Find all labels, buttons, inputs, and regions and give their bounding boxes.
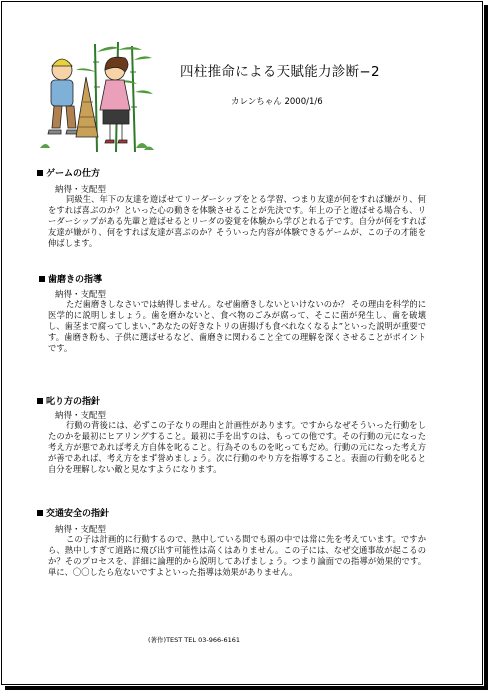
section-subheading: 納得・支配型	[55, 290, 107, 300]
page-shadow-bottom	[5, 686, 488, 690]
section-heading-scolding: 叱り方の指針	[37, 394, 100, 407]
section-heading-game: ゲームの仕方	[37, 166, 100, 179]
page-title: 四柱推命による天賦能力診断−2	[180, 64, 380, 80]
square-bullet-icon	[37, 170, 43, 176]
section-subheading: 納得・支配型	[55, 185, 107, 195]
copyright-footer: (著作)TEST TEL 03-966-6161	[148, 636, 240, 644]
section-heading-traffic-safety: 交通安全の指針	[37, 506, 109, 519]
section-heading-toothbrushing: 歯磨きの指導	[39, 272, 102, 285]
section-subheading: 納得・支配型	[55, 411, 107, 421]
section-body: 行動の背後には、必ずこの子なりの理由と計画性があります。ですからなぜそういった行動をしたのかを最初にヒアリングすること。最初に手を出すのは、もっての他です。その行動の元になった考え方が悪であれば考え方自体を叱ること。行為そのものを叱ってもだめ。行動の元になった考え方が善であれば、考え方をまず誉めましょう。次に行動のやり方を指導すること。表面の行動を叱ると自分を理解しない敵と見なすようになります。	[48, 420, 426, 474]
square-bullet-icon	[37, 398, 43, 404]
section-subheading: 納得・支配型	[55, 525, 107, 535]
author-date: カレンちゃん 2000/1/6	[231, 97, 323, 107]
section-body: ただ歯磨きしなさいでは納得しません。なぜ歯磨きしないといけないのか？ その理由を科学的に医学的に説明しましょう。歯を磨かないと、食べ物のごみが腐って、そこに菌が発生し、歯を破壊し、歯茎まで腐ってしまい、”あなたの好きなトリの唐揚げも食べれなくなるよ”といった説明が重要です。歯磨き粉も、子供に選ばせるなど、歯磨きに関わること全ての理解を深くさせることがポイントです。	[48, 299, 426, 353]
square-bullet-icon	[39, 276, 45, 282]
section-body: この子は計画的に行動するので、熱中している間でも頭の中では常に先を考えています。ですから、熱中しすぎて道路に飛び出す可能性は高くはありません。この子には、なぜ交通事故が起こるのか？そのプロセスを、詳細に論理的から説明してあげましょう。つまり論面での指導が効果的です。単に、〇〇したら危ないですよといった指導は効果がありません。	[48, 534, 426, 577]
square-bullet-icon	[37, 510, 43, 516]
page-shadow-right	[484, 5, 488, 689]
section-body: 同級生、年下の友達を遊ばせてリーダーシップをとる学習、つまり友達が何をすれば嫌がり、何をすれば喜ぶのか？といった心の動きを体験させることが先決です。年上の子と遊ばせる場合も、リーダーシップがある先輩と遊ばせるとリーダの姿覚を体験から学びとれる子です。自分が何をすれば友達が嫌がり、何をすれば友達が喜ぶのか？そういった内容が体験できるゲームが、この子の才能を伸ばします。	[48, 194, 426, 248]
children-bamboo-illustration	[40, 42, 158, 154]
